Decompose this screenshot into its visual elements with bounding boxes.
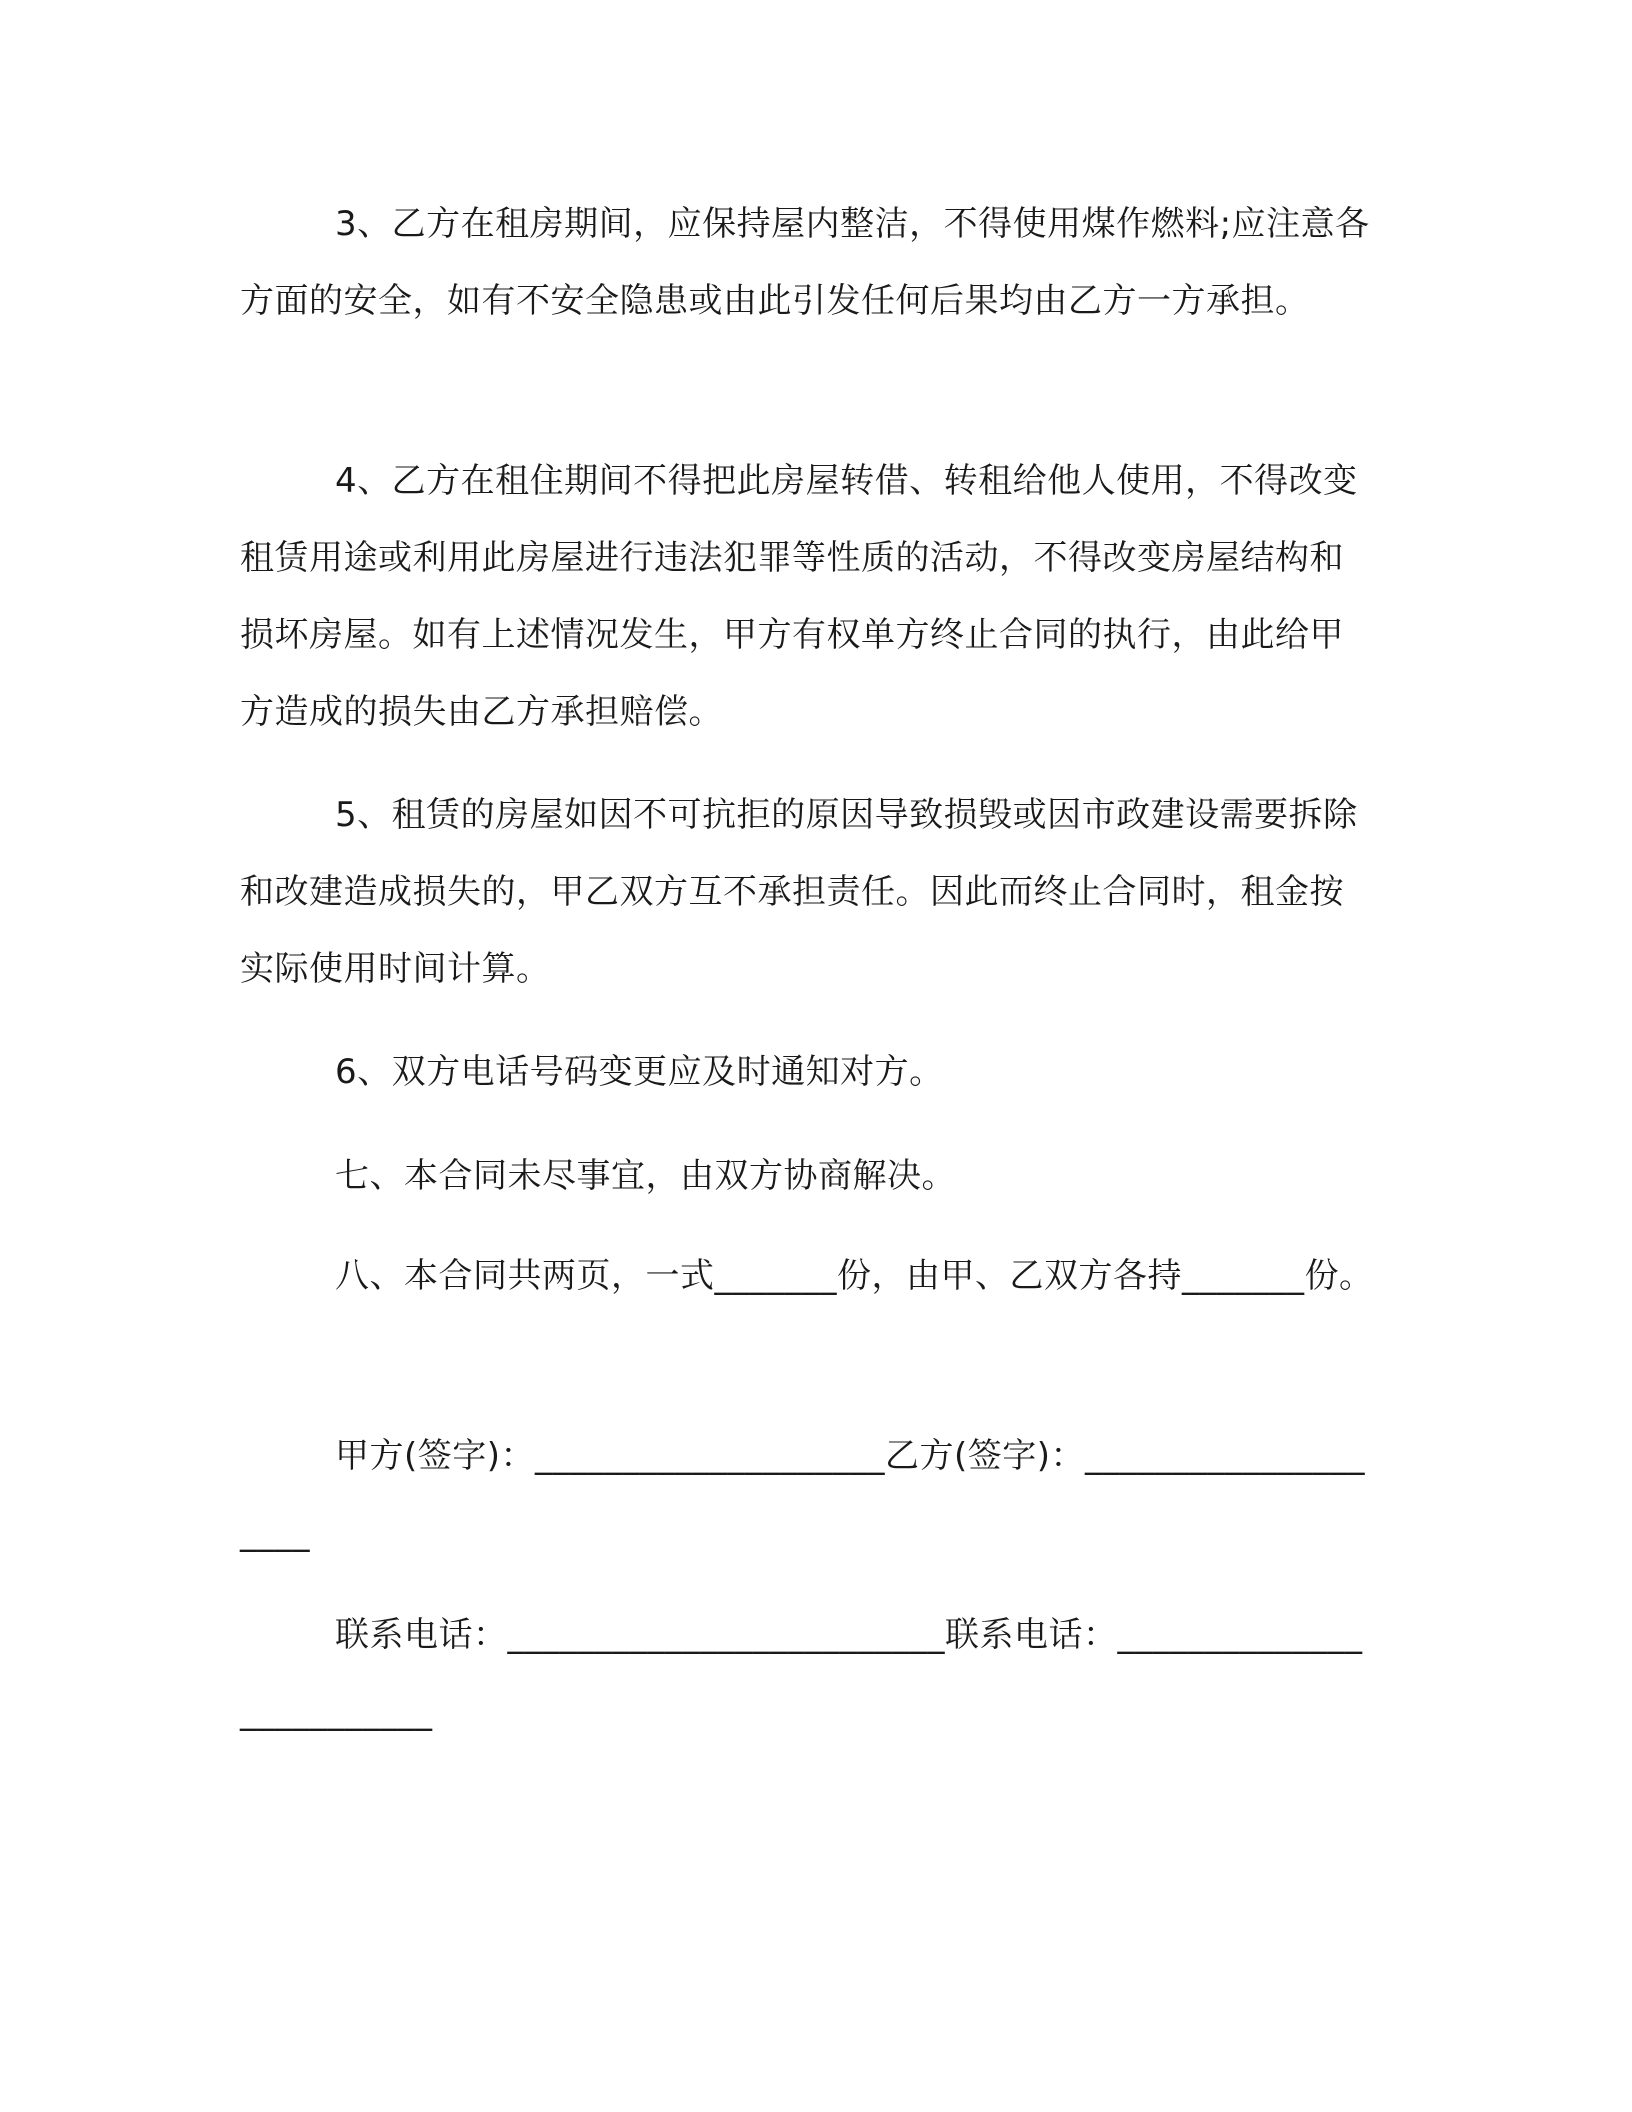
clause-3: 3、乙方在租房期间，应保持屋内整洁，不得使用煤作燃料;应注意各方面的安全，如有不安全隐患或由此引发任何后果均由乙方一方承担。 <box>240 204 1370 321</box>
clause-5: 5、租赁的房屋如因不可抗拒的原因导致损毁或因市政建设需要拆除和改建造成损失的，甲乙双方互不承担责任。因此而终止合同时，租金按实际使用时间计算。 <box>240 795 1358 989</box>
clause-6: 6、双方电话号码变更应及时通知对方。 <box>335 1052 944 1092</box>
clause-4: 4、乙方在租住期间不得把此房屋转借、转租给他人使用，不得改变租赁用途或利用此房屋进行违法犯罪等性质的活动，不得改变房屋结构和损坏房屋。如有上述情况发生，甲方有权单方终止合同的执行，由此给甲方造成的损失由乙方承担赔偿。 <box>240 461 1358 732</box>
phone-line: 联系电话：_________________________联系电话：_________________________ <box>240 1615 1363 1732</box>
signature-line: 甲方(签字)：____________________乙方(签字)：____________________ <box>240 1436 1366 1553</box>
clause-8: 八、本合同共两页，一式_______份，由甲、乙双方各持_______份。 <box>335 1256 1374 1296</box>
clause-7: 七、本合同未尽事宜，由双方协商解决。 <box>335 1156 956 1196</box>
